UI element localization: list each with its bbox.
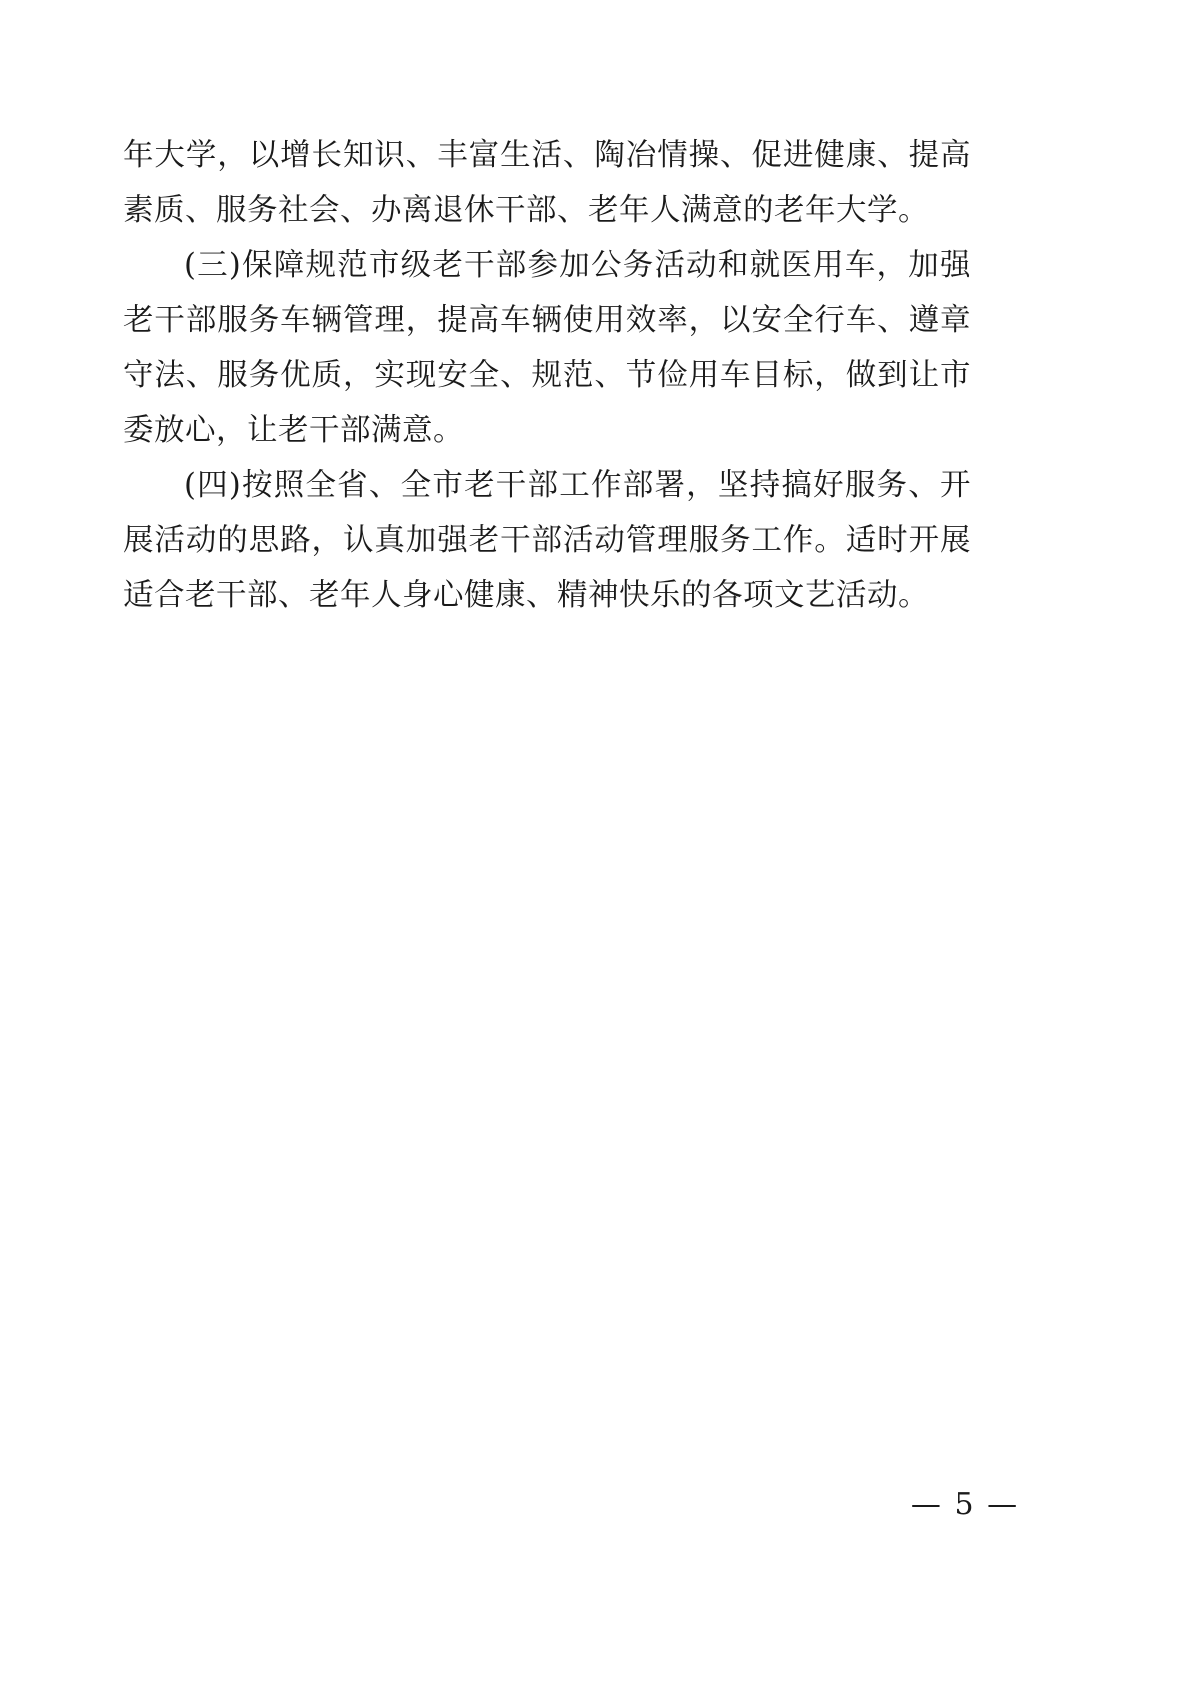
paragraph-continuation: 年大学，以增长知识、丰富生活、陶冶情操、促进健康、提高素质、服务社会、办离退休干部、老年人满意的老年大学。 — [123, 138, 971, 228]
paragraph-item-four: (四)按照全省、全市老干部工作部署，坚持搞好服务、开展活动的思路，认真加强老干部活动管理服务工作。适时开展适合老干部、老年人身心健康、精神快乐的各项文艺活动。 — [123, 468, 971, 613]
page-footer — [0, 1487, 1190, 1522]
document-body — [123, 128, 971, 623]
paragraph-item-three: (三)保障规范市级老干部参加公务活动和就医用车，加强老干部服务车辆管理，提高车辆使用效率，以安全行车、遵章守法、服务优质，实现安全、规范、节俭用车目标，做到让市委放心，让老干部满意。 — [123, 248, 971, 448]
page-number: — 5 — — [910, 1487, 1020, 1522]
